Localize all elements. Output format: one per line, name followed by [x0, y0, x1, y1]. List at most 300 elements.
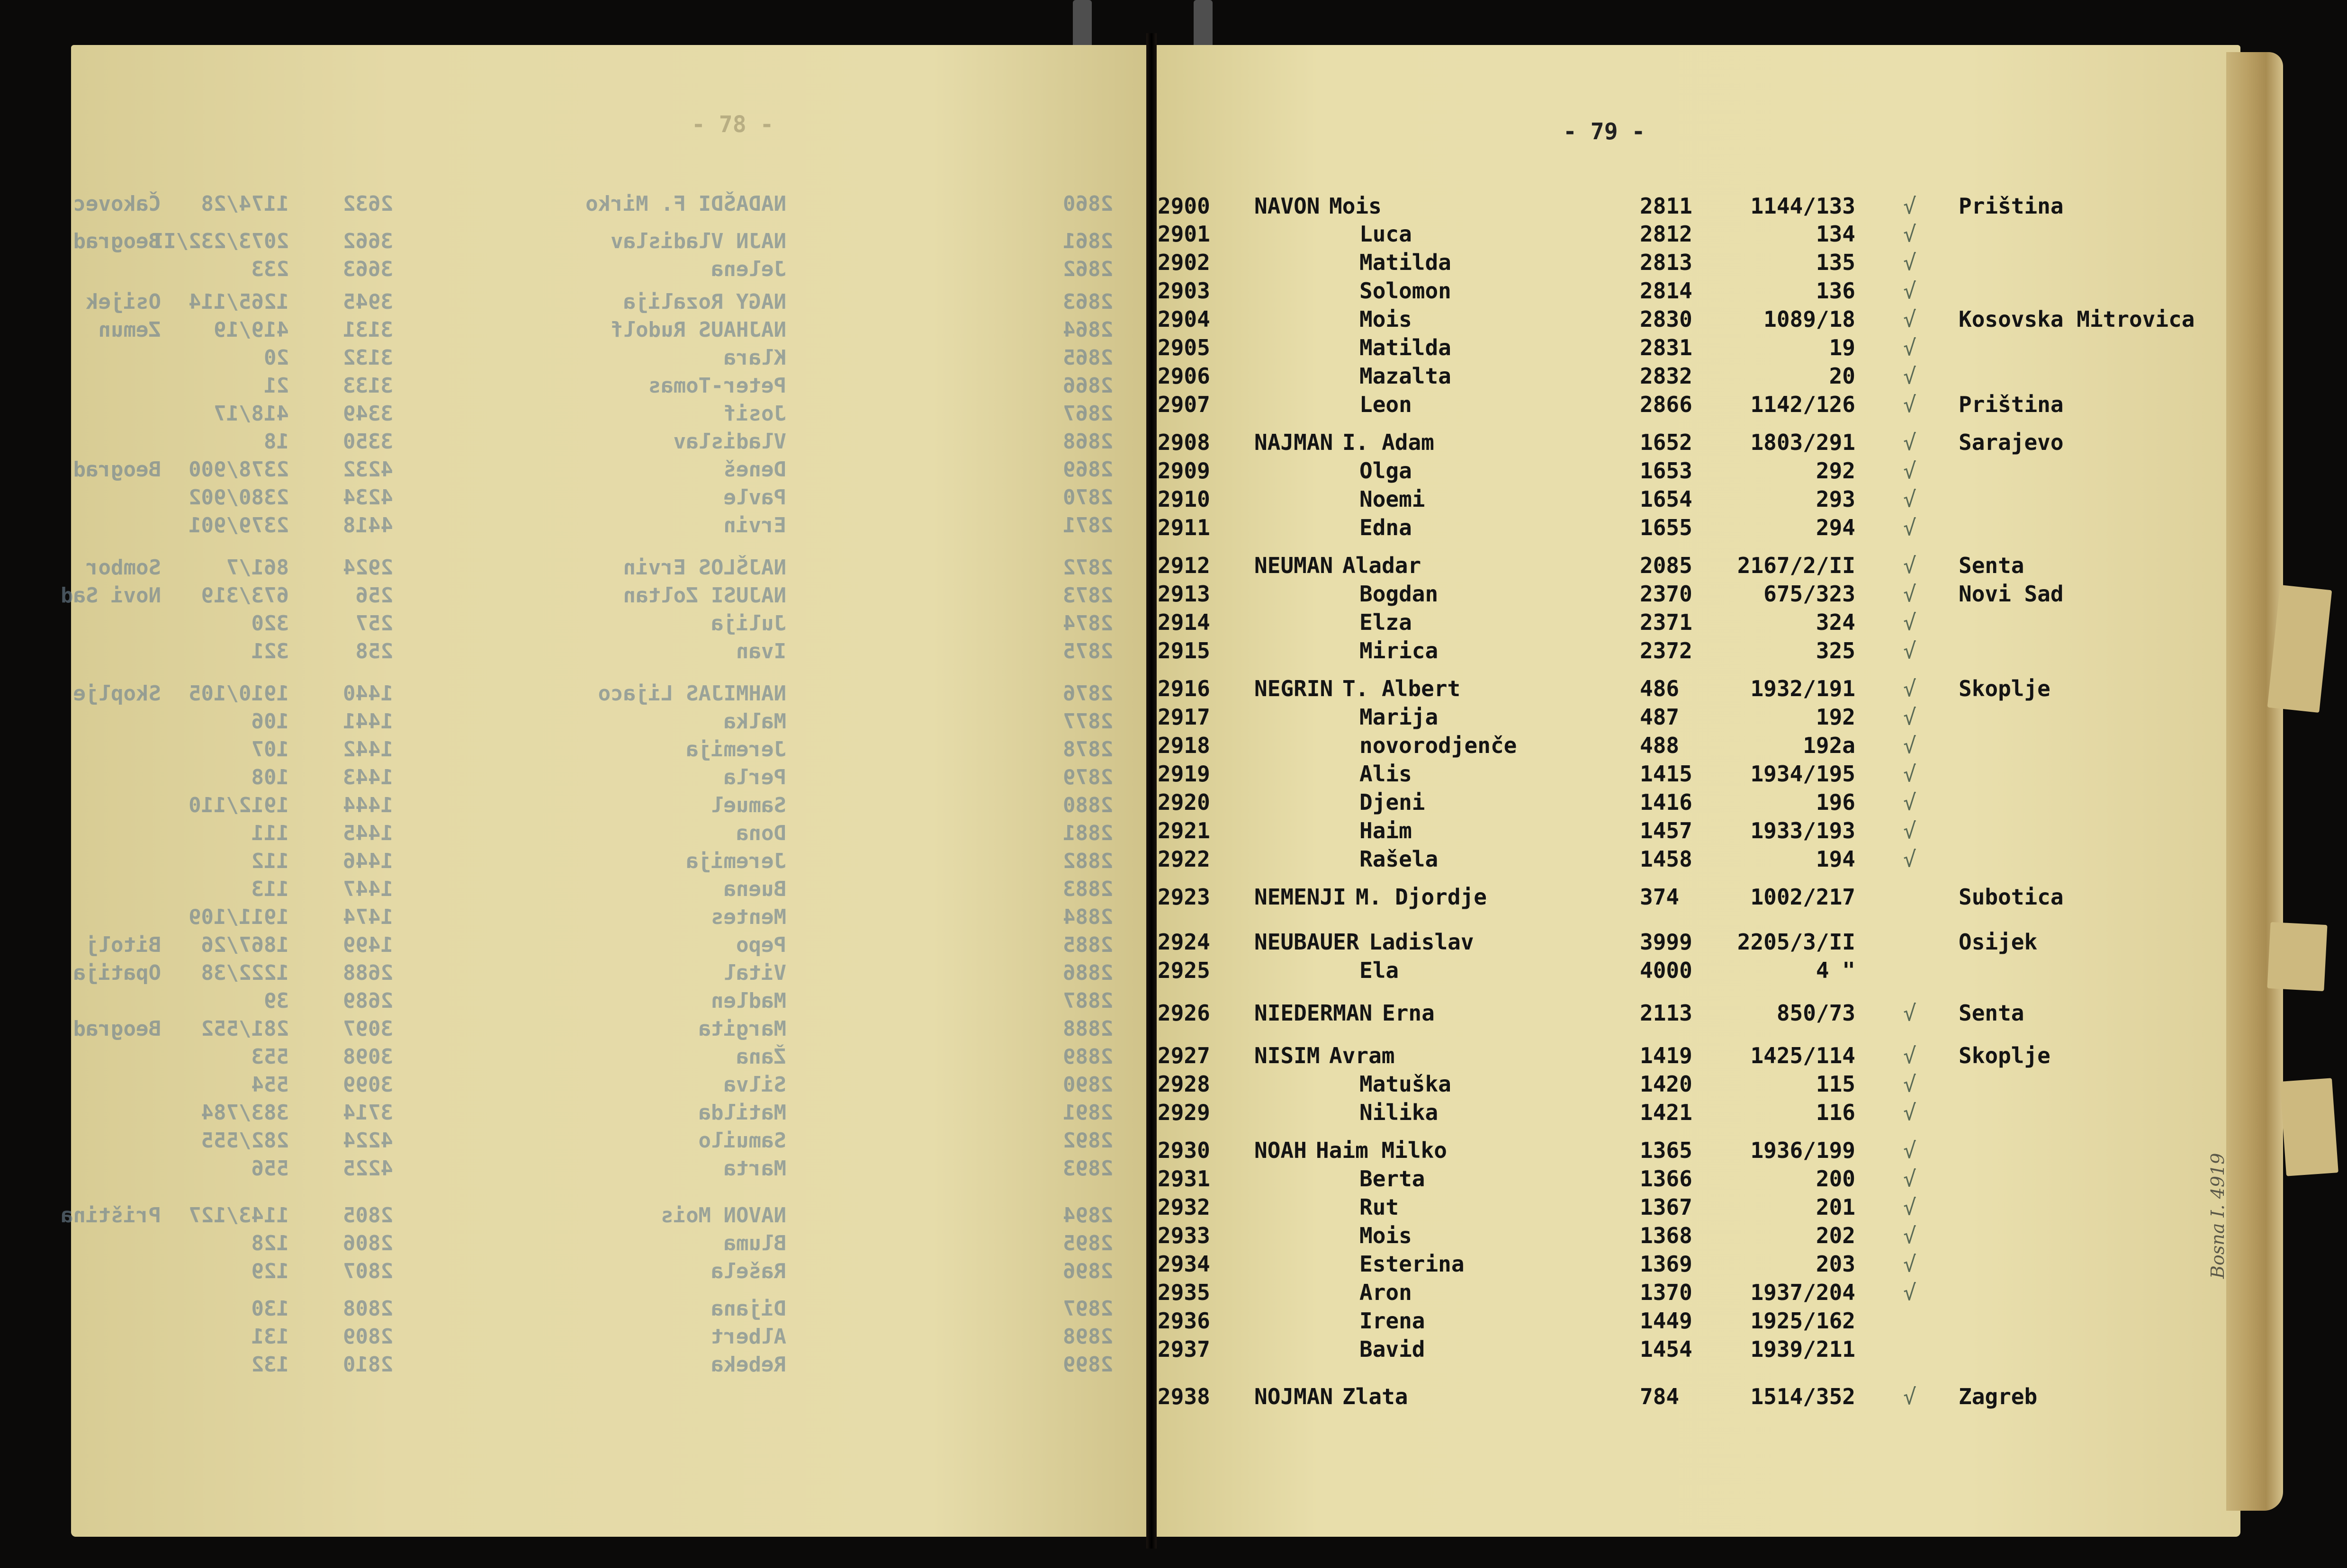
entry-given-name: Erna [1382, 1000, 1435, 1026]
entry-given-name: Alis [1359, 761, 1412, 787]
entry-reference: 200 [1816, 1166, 1855, 1192]
ghost-no: 2876 [1063, 681, 1113, 706]
ghost-name: Klara [723, 346, 786, 370]
ghost-no: 2888 [1063, 1017, 1113, 1041]
ghost-ref: 1867/26 [201, 933, 289, 957]
entry-code: 1449 [1640, 1308, 1692, 1334]
ghost-name: Deneš [723, 457, 786, 482]
ghost-no: 2892 [1063, 1129, 1113, 1153]
ghost-row [71, 821, 1146, 848]
entry-checkmark: √ [1903, 609, 1916, 635]
entry-checkmark: √ [1903, 392, 1916, 417]
entry-code: 486 [1640, 676, 1680, 701]
register-row [1156, 1280, 2240, 1308]
ghost-code: 2808 [343, 1297, 393, 1321]
ghost-name: Samuilo [698, 1129, 786, 1153]
ghost-row [71, 1259, 1146, 1286]
ghost-no: 2898 [1063, 1325, 1113, 1349]
ghost-ref: 554 [251, 1073, 289, 1097]
ghost-code: 3714 [343, 1101, 393, 1125]
register-row [1156, 884, 2240, 913]
entry-checkmark: √ [1903, 704, 1916, 730]
entry-given-name: Nilika [1359, 1100, 1439, 1125]
register-row [1156, 958, 2240, 986]
ghost-ref: 130 [251, 1297, 289, 1321]
entry-number: 2920 [1158, 789, 1210, 815]
entry-checkmark: √ [1903, 486, 1916, 512]
ghost-row [71, 346, 1146, 372]
entry-number: 2905 [1158, 335, 1210, 360]
entry-city: Sarajevo [1959, 430, 2064, 455]
ghost-no: 2881 [1063, 821, 1113, 845]
entry-number: 2924 [1158, 929, 1210, 955]
ghost-ref: 21 [264, 374, 289, 398]
entry-checkmark: √ [1903, 250, 1916, 275]
entry-checkmark: √ [1903, 515, 1916, 540]
ghost-no: 2878 [1063, 737, 1113, 762]
ghost-code: 1499 [343, 933, 393, 957]
register-row [1156, 1043, 2240, 1071]
entry-surname: NAJMAN [1254, 430, 1333, 455]
entry-city: Senta [1959, 553, 2024, 578]
entry-reference: 201 [1816, 1194, 1855, 1220]
ghost-name: Rašela [711, 1259, 786, 1283]
entry-number: 2932 [1158, 1194, 1210, 1220]
entry-reference: 192 [1816, 704, 1855, 730]
entry-code: 2832 [1640, 363, 1692, 389]
ghost-row [71, 793, 1146, 820]
register-row [1156, 1251, 2240, 1280]
register-row [1156, 1000, 2240, 1029]
entry-checkmark: √ [1903, 1166, 1916, 1192]
ghost-row [71, 1129, 1146, 1155]
ghost-no: 2862 [1063, 257, 1113, 281]
entry-number: 2921 [1158, 818, 1210, 843]
entry-code: 1365 [1640, 1138, 1692, 1163]
entry-given-name: Haim [1359, 818, 1412, 843]
entry-number: 2919 [1158, 761, 1210, 787]
entry-given-name: Mirica [1359, 638, 1439, 663]
ghost-ref: 1143/127 [189, 1203, 289, 1228]
ghost-name: NAJHAUS Rudolf [611, 318, 786, 342]
ghost-row [61, 583, 1146, 610]
torn-edge-strip [2267, 922, 2327, 991]
entry-reference: 1144/133 [1750, 193, 1855, 219]
ghost-city: Bitolj [86, 933, 161, 957]
register-row [1156, 335, 2240, 363]
entry-code: 1420 [1640, 1071, 1692, 1097]
register-row [1156, 1100, 2240, 1128]
entry-code: 2812 [1640, 221, 1692, 247]
entry-surname: NOJMAN [1254, 1384, 1333, 1409]
ghost-row [71, 402, 1146, 428]
ghost-ref: 556 [251, 1156, 289, 1181]
entry-given-name: Matuška [1359, 1071, 1451, 1097]
register-row [1156, 458, 2240, 486]
ghost-city: Čakovec [73, 192, 161, 216]
ghost-ref: 233 [251, 257, 289, 281]
entry-code: 4000 [1640, 958, 1692, 983]
ghost-row [71, 933, 1146, 959]
ghost-ref: 1174/28 [201, 192, 289, 216]
ghost-ref: 1265/114 [189, 290, 289, 314]
entry-given-name: Aron [1359, 1280, 1412, 1305]
entry-checkmark: √ [1903, 638, 1916, 663]
register-row [1156, 553, 2240, 581]
ghost-code: 3132 [343, 346, 393, 370]
ghost-no: 2899 [1063, 1353, 1113, 1377]
entry-code: 2830 [1640, 306, 1692, 332]
ghost-ref: 2380/902 [189, 485, 289, 510]
entry-checkmark: √ [1903, 363, 1916, 389]
ghost-city: Opatija [73, 961, 161, 985]
ghost-city: Beograd [73, 229, 161, 253]
ghost-name: Julija [711, 611, 786, 636]
entry-given-name: Irena [1359, 1308, 1425, 1334]
entry-number: 2902 [1158, 250, 1210, 275]
ghost-name: Pavle [723, 485, 786, 510]
entry-reference: 202 [1816, 1223, 1855, 1248]
ghost-no: 2884 [1063, 905, 1113, 929]
entry-reference: 292 [1816, 458, 1855, 484]
entry-code: 487 [1640, 704, 1680, 730]
entry-number: 2926 [1158, 1000, 1210, 1026]
ghost-no: 2893 [1063, 1156, 1113, 1181]
entry-number: 2918 [1158, 733, 1210, 758]
entry-reference: 1933/193 [1750, 818, 1855, 843]
ghost-no: 2894 [1063, 1203, 1113, 1228]
ghost-ref: 113 [251, 877, 289, 901]
entry-given-name: Noemi [1359, 486, 1425, 512]
entry-checkmark: √ [1903, 846, 1916, 872]
entry-surname: NAVON [1254, 193, 1320, 219]
entry-checkmark: √ [1903, 1223, 1916, 1248]
ghost-no: 2866 [1063, 374, 1113, 398]
register-row [1156, 761, 2240, 789]
ghost-row [71, 639, 1146, 666]
entry-code: 1416 [1640, 789, 1692, 815]
entry-reference: 1425/114 [1750, 1043, 1855, 1068]
entry-code: 2814 [1640, 278, 1692, 304]
entry-checkmark: √ [1903, 430, 1916, 455]
ghost-ref: 861/7 [226, 556, 289, 580]
ghost-code: 4224 [343, 1129, 393, 1153]
ghost-name: Rebeka [711, 1353, 786, 1377]
ghost-ref: 1910/105 [189, 681, 289, 706]
entry-number: 2909 [1158, 458, 1210, 484]
ghost-ref: 1911/109 [189, 905, 289, 929]
entry-checkmark: √ [1903, 1280, 1916, 1305]
ghost-row [71, 318, 1146, 344]
book-spine [1146, 33, 1157, 1549]
ghost-no: 2890 [1063, 1073, 1113, 1097]
entry-given-name: novorodjenče [1359, 733, 1517, 758]
ghost-no: 2864 [1063, 318, 1113, 342]
entry-number: 2913 [1158, 581, 1210, 607]
register-row [1156, 638, 2240, 666]
entry-number: 2910 [1158, 486, 1210, 512]
ghost-name: Jeremija [686, 849, 786, 873]
entry-code: 2813 [1640, 250, 1692, 275]
entry-reference: 1937/204 [1750, 1280, 1855, 1305]
entry-reference: 134 [1816, 221, 1855, 247]
register-row [1156, 1336, 2240, 1365]
ghost-row [71, 1156, 1146, 1183]
entry-code: 1369 [1640, 1251, 1692, 1277]
entry-surname: NOAH [1254, 1138, 1307, 1163]
entry-city: Skoplje [1959, 676, 2050, 701]
entry-code: 1419 [1640, 1043, 1692, 1068]
ghost-code: 1446 [343, 849, 393, 873]
ghost-no: 2873 [1063, 583, 1113, 608]
entry-number: 2938 [1158, 1384, 1210, 1409]
entry-code: 784 [1640, 1384, 1680, 1409]
entry-city: Senta [1959, 1000, 2024, 1026]
entry-reference: 294 [1816, 515, 1855, 540]
entry-reference: 194 [1816, 846, 1855, 872]
entry-city: Osijek [1959, 929, 2038, 955]
entry-code: 1458 [1640, 846, 1692, 872]
entry-checkmark: √ [1903, 1043, 1916, 1068]
ghost-code: 2805 [343, 1203, 393, 1228]
entry-given-name: Mois [1329, 193, 1382, 219]
ghost-name: NAJUSI Zoltan [623, 583, 786, 608]
ghost-code: 1445 [343, 821, 393, 845]
register-row [1156, 676, 2240, 704]
entry-given-name: Leon [1359, 392, 1412, 417]
ghost-row [71, 1101, 1146, 1127]
entry-given-name: Olga [1359, 458, 1412, 484]
register-row [1156, 818, 2240, 846]
register-row [1156, 278, 2240, 306]
ghost-ref: 2073/232/II [151, 229, 289, 253]
ghost-row [71, 485, 1146, 512]
entry-number: 2915 [1158, 638, 1210, 663]
entry-number: 2927 [1158, 1043, 1210, 1068]
ghost-code: 3133 [343, 374, 393, 398]
entry-number: 2923 [1158, 884, 1210, 910]
entry-given-name: Mois [1359, 306, 1412, 332]
ghost-no: 2872 [1063, 556, 1113, 580]
entry-given-name: Luca [1359, 221, 1412, 247]
ghost-name: Madlen [711, 989, 786, 1013]
register-row [1156, 1166, 2240, 1194]
ghost-code: 1444 [343, 793, 393, 817]
entry-given-name: Ela [1359, 958, 1399, 983]
ghost-row [71, 1231, 1146, 1258]
entry-reference: 1142/126 [1750, 392, 1855, 417]
ghost-name: NAHMIJAS Lijaco [598, 681, 786, 706]
entry-given-name: Elza [1359, 609, 1412, 635]
ghost-name: Ervin [723, 513, 786, 538]
ghost-ref: 129 [251, 1259, 289, 1283]
entry-reference: 1514/352 [1750, 1384, 1855, 1409]
ghost-city: Osijek [86, 290, 161, 314]
ghost-name: Silva [723, 1073, 786, 1097]
ghost-name: NADAŠDI F. Mirko [585, 192, 786, 216]
entry-given-name: Haim Milko [1316, 1138, 1447, 1163]
ghost-no: 2885 [1063, 933, 1113, 957]
binder-clip-right [1194, 0, 1213, 52]
entry-given-name: Aladar [1342, 553, 1421, 578]
entry-reference: 20 [1829, 363, 1855, 389]
ghost-no: 2889 [1063, 1045, 1113, 1069]
entry-given-name: Edna [1359, 515, 1412, 540]
entry-checkmark: √ [1903, 1000, 1916, 1026]
ghost-code: 1440 [343, 681, 393, 706]
entry-number: 2911 [1158, 515, 1210, 540]
ghost-row [71, 1325, 1146, 1351]
entry-reference: 1939/211 [1750, 1336, 1855, 1362]
ghost-no: 2863 [1063, 290, 1113, 314]
ghost-ref: 111 [251, 821, 289, 845]
ghost-name: Dijana [711, 1297, 786, 1321]
register-row [1156, 704, 2240, 733]
entry-number: 2931 [1158, 1166, 1210, 1192]
right-page-number: - 79 - [1563, 118, 1646, 145]
entry-reference: 325 [1816, 638, 1855, 663]
ghost-code: 2809 [343, 1325, 393, 1349]
ghost-row [71, 229, 1146, 256]
register-row [1156, 789, 2240, 818]
entry-city: Kosovska Mitrovica [1959, 306, 2195, 332]
ghost-row [71, 709, 1146, 736]
entry-checkmark: √ [1903, 1194, 1916, 1220]
entry-code: 1654 [1640, 486, 1692, 512]
ghost-name: Samuel [711, 793, 786, 817]
entry-checkmark: √ [1903, 193, 1916, 219]
ghost-name: Žana [736, 1045, 786, 1069]
register-row [1156, 1308, 2240, 1336]
ghost-name: Ivan [736, 639, 786, 663]
register-row [1156, 306, 2240, 335]
ghost-name: Jelena [711, 257, 786, 281]
ghost-ref: 128 [251, 1231, 289, 1255]
ghost-name: Josif [723, 402, 786, 426]
ghost-no: 2870 [1063, 485, 1113, 510]
entry-given-name: Esterina [1359, 1251, 1465, 1277]
register-row [1156, 363, 2240, 392]
register-row [1156, 486, 2240, 515]
ghost-city: Sombor [86, 556, 161, 580]
entry-checkmark: √ [1903, 733, 1916, 758]
entry-number: 2928 [1158, 1071, 1210, 1097]
register-row [1156, 1194, 2240, 1223]
entry-code: 1370 [1640, 1280, 1692, 1305]
ghost-code: 3662 [343, 229, 393, 253]
entry-given-name: Rut [1359, 1194, 1399, 1220]
entry-given-name: Zlata [1342, 1384, 1408, 1409]
ghost-ref: 320 [251, 611, 289, 636]
entry-code: 374 [1640, 884, 1680, 910]
entry-number: 2903 [1158, 278, 1210, 304]
ghost-code: 3350 [343, 430, 393, 454]
register-row [1156, 581, 2240, 609]
ghost-ref: 112 [251, 849, 289, 873]
ghost-name: Buena [723, 877, 786, 901]
entry-surname: NISIM [1254, 1043, 1320, 1068]
entry-given-name: Mazalta [1359, 363, 1451, 389]
ghost-no: 2865 [1063, 346, 1113, 370]
ghost-code: 2924 [343, 556, 393, 580]
ghost-name: Margita [698, 1017, 786, 1041]
entry-reference: 675/323 [1763, 581, 1855, 607]
entry-given-name: I. Adam [1342, 430, 1434, 455]
entry-reference: 203 [1816, 1251, 1855, 1277]
ghost-code: 2807 [343, 1259, 393, 1283]
entry-surname: NEUMAN [1254, 553, 1333, 578]
entry-checkmark: √ [1903, 335, 1916, 360]
ghost-row [71, 457, 1146, 484]
entry-code: 1653 [1640, 458, 1692, 484]
register-row [1156, 1138, 2240, 1166]
entry-given-name: Mois [1359, 1223, 1412, 1248]
bleed-through-text [61, 45, 1146, 1537]
entry-code: 2866 [1640, 392, 1692, 417]
ghost-ref: 20 [264, 346, 289, 370]
entry-code: 1457 [1640, 818, 1692, 843]
entry-city: Novi Sad [1959, 581, 2064, 607]
ghost-row [71, 290, 1146, 316]
ghost-ref: 131 [251, 1325, 289, 1349]
ghost-code: 257 [355, 611, 393, 636]
ghost-name: Dona [736, 821, 786, 845]
ghost-name: Matilda [698, 1101, 786, 1125]
ghost-code: 1443 [343, 765, 393, 789]
ghost-ref: 108 [251, 765, 289, 789]
entry-given-name: T. Albert [1342, 676, 1461, 701]
ghost-no: 2883 [1063, 877, 1113, 901]
entry-code: 2085 [1640, 553, 1692, 578]
entry-surname: NIEDERMAN [1254, 1000, 1373, 1026]
entry-reference: 850/73 [1776, 1000, 1855, 1026]
entry-code: 1415 [1640, 761, 1692, 787]
entry-code: 2372 [1640, 638, 1692, 663]
entry-given-name: M. Djordje [1356, 884, 1487, 910]
ghost-code: 1474 [343, 905, 393, 929]
ghost-city: Beograd [73, 1017, 161, 1041]
ghost-code: 3097 [343, 1017, 393, 1041]
entry-checkmark: √ [1903, 676, 1916, 701]
entry-reference: 4 " [1816, 958, 1855, 983]
ghost-code: 3099 [343, 1073, 393, 1097]
ghost-code: 256 [355, 583, 393, 608]
entry-checkmark: √ [1903, 1384, 1916, 1409]
entry-number: 2925 [1158, 958, 1210, 983]
entry-number: 2935 [1158, 1280, 1210, 1305]
entry-number: 2934 [1158, 1251, 1210, 1277]
ghost-no: 2887 [1063, 989, 1113, 1013]
ghost-no: 2871 [1063, 513, 1113, 538]
binder-clip-left [1073, 0, 1092, 52]
entry-given-name: Matilda [1359, 250, 1451, 275]
ghost-row [71, 905, 1146, 932]
entry-code: 2811 [1640, 193, 1692, 219]
entry-checkmark: √ [1903, 221, 1916, 247]
ghost-ref: 553 [251, 1045, 289, 1069]
ghost-row [71, 1297, 1146, 1323]
ghost-row [61, 1203, 1146, 1230]
entry-given-name: Matilda [1359, 335, 1451, 360]
entry-checkmark: √ [1903, 818, 1916, 843]
entry-reference: 115 [1816, 1071, 1855, 1097]
ghost-no: 2869 [1063, 457, 1113, 482]
entry-checkmark: √ [1903, 458, 1916, 484]
ghost-ref: 281/552 [201, 1017, 289, 1041]
register-row [1156, 733, 2240, 761]
entry-number: 2901 [1158, 221, 1210, 247]
margin-note: Bosna I. 4919 [2207, 1153, 2228, 1279]
